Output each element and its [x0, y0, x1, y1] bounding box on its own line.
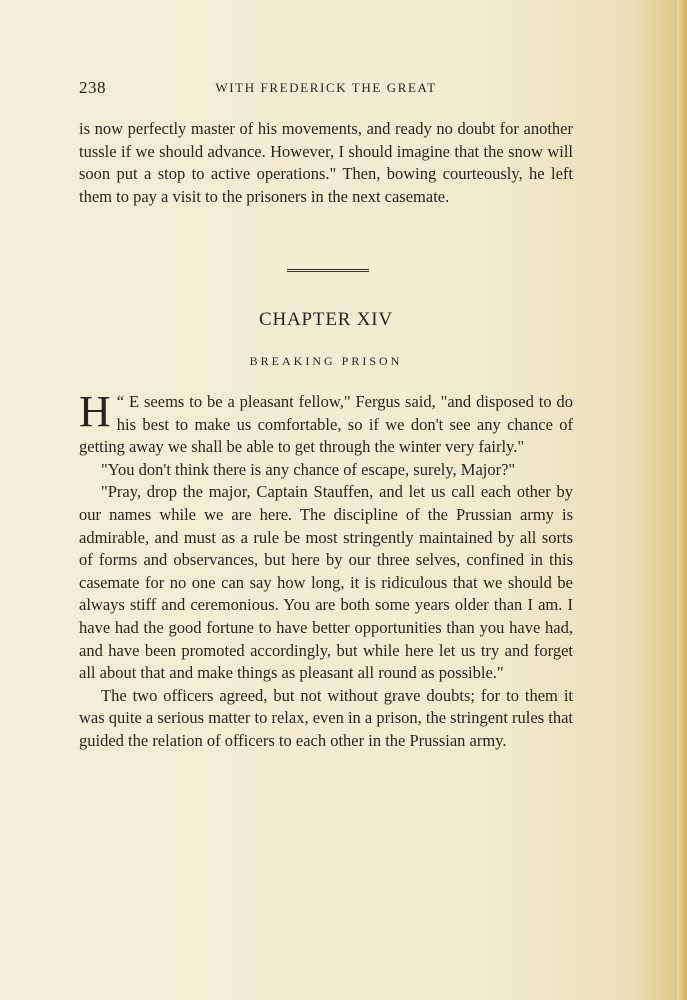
section-divider: [287, 269, 369, 272]
page-edge: [677, 0, 687, 1000]
opening-paragraph: is now perfectly master of his movements, and ready no doubt for another tussle if we should advance. However, I should imagine that the snow will soon put a stop to active operations." Then, bowing courteously, he left them to pay a visit to the prisoners in the next casemate.: [79, 119, 573, 206]
chapter-subtitle: BREAKING PRISON: [249, 354, 403, 368]
chapter-body: [79, 387, 573, 753]
opening-text: [79, 118, 573, 208]
chapter-paragraph: The two officers agreed, but not without grave doubts; for to them it was quite a serious matter to relax, even in a prison, the stringent rules that guided the relation of officers to each other in the Prussian army.: [79, 685, 573, 750]
running-title: WITH FREDERICK THE GREAT: [215, 80, 437, 95]
page-number: 238: [79, 78, 106, 97]
running-head: [79, 78, 573, 100]
chapter-first-paragraph: [79, 387, 573, 459]
chapter-paragraph: "Pray, drop the major, Captain Stauffen, and let us call each other by our names while we are here. The discipline of the Prussian army is admirable, and must as a rule be most stringently maintained by all sorts of forms and observances, but here by our three selves, confined in this casemate for no one can say how long, it is ridiculous that we should be always stiff and ceremonious. You are both some years older than I am. I have had the good fortune to have better opportunities than you have had, and have been promoted accordingly, but while here let us try and forget all about that and make things as pleasant all round as possible.": [79, 482, 573, 683]
first-paragraph-text: E seems to be a pleasant fellow," Fergus said, "and disposed to do his best to make us comfortable, so if we don't see any chance of getting away we shall be able to get through the winter very fairly.": [79, 392, 573, 457]
chapter-title: CHAPTER XIV: [259, 309, 393, 330]
opening-quote-mark: “: [116, 392, 125, 411]
chapter-paragraph: "You don't think there is any chance of escape, surely, Major?": [101, 459, 516, 479]
drop-cap: H: [79, 387, 111, 436]
